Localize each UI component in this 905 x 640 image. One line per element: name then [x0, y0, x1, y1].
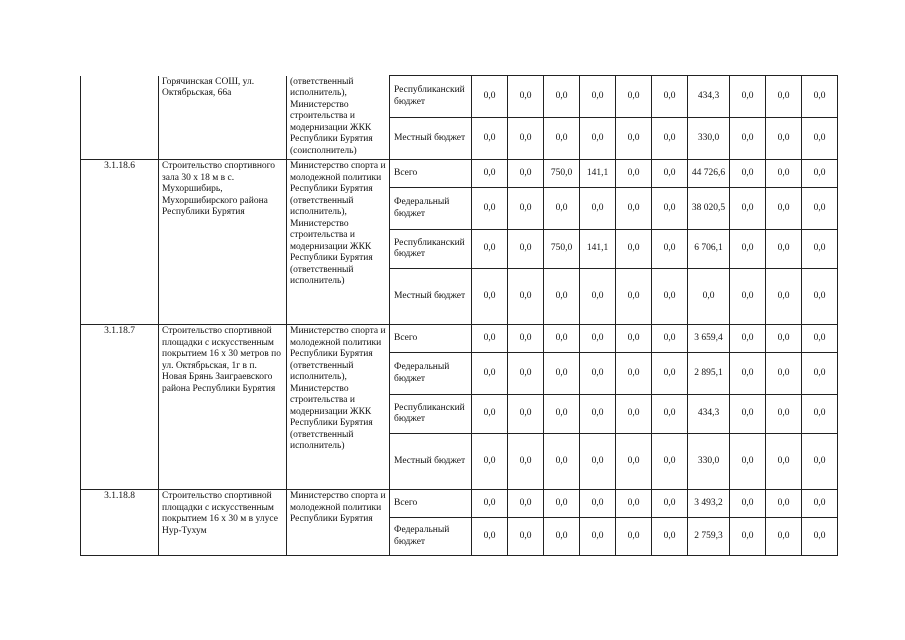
value-cell: 0,0 — [652, 490, 688, 518]
value-cell: 0,0 — [508, 76, 544, 118]
item-code: 3.1.18.6 — [81, 160, 159, 325]
table-row — [81, 490, 838, 518]
value-cell: 0,0 — [616, 269, 652, 325]
value-cell: 0,0 — [802, 230, 838, 269]
value-cell: 0,0 — [802, 160, 838, 188]
value-cell: 0,0 — [730, 269, 766, 325]
value-cell: 0,0 — [616, 518, 652, 556]
value-cell: 141,1 — [580, 160, 616, 188]
value-cell: 0,0 — [472, 395, 508, 434]
item-executor: (ответственный исполнитель), Министерство строительства и модернизации ЖКК Республики Бурятия (соисполнитель) — [287, 76, 390, 160]
value-cell: 0,0 — [802, 353, 838, 395]
value-cell: 0,0 — [652, 188, 688, 230]
value-cell: 0,0 — [652, 395, 688, 434]
value-cell: 330,0 — [688, 434, 730, 490]
value-cell: 0,0 — [730, 118, 766, 160]
value-cell: 3 659,4 — [688, 325, 730, 353]
value-cell: 0,0 — [652, 76, 688, 118]
value-cell: 0,0 — [472, 490, 508, 518]
value-cell: 0,0 — [730, 76, 766, 118]
funding-source: Республиканский бюджет — [390, 230, 472, 269]
value-cell: 0,0 — [766, 325, 802, 353]
value-cell: 0,0 — [802, 395, 838, 434]
funding-source: Местный бюджет — [390, 269, 472, 325]
value-cell: 0,0 — [580, 188, 616, 230]
value-cell: 0,0 — [508, 518, 544, 556]
table-row — [81, 160, 838, 188]
value-cell: 0,0 — [616, 395, 652, 434]
value-cell: 0,0 — [652, 353, 688, 395]
funding-source: Республиканский бюджет — [390, 395, 472, 434]
budget-table — [80, 75, 838, 556]
value-cell: 0,0 — [472, 325, 508, 353]
item-name: Строительство спортивной площадки с искусственным покрытием 16 х 30 метров по ул. Октябрьская, 1г в п. Новая Брянь Заиграевского района Республики Бурятия — [159, 325, 287, 490]
value-cell: 0,0 — [616, 230, 652, 269]
value-cell: 0,0 — [802, 518, 838, 556]
value-cell: 0,0 — [730, 395, 766, 434]
value-cell: 0,0 — [766, 188, 802, 230]
value-cell: 0,0 — [472, 353, 508, 395]
value-cell: 0,0 — [766, 76, 802, 118]
value-cell: 0,0 — [472, 269, 508, 325]
value-cell: 0,0 — [802, 490, 838, 518]
value-cell: 0,0 — [802, 434, 838, 490]
value-cell: 0,0 — [508, 118, 544, 160]
value-cell: 0,0 — [508, 160, 544, 188]
value-cell: 0,0 — [508, 434, 544, 490]
value-cell: 0,0 — [802, 325, 838, 353]
value-cell: 0,0 — [508, 490, 544, 518]
value-cell: 0,0 — [730, 188, 766, 230]
value-cell: 0,0 — [616, 160, 652, 188]
funding-source: Всего — [390, 325, 472, 353]
value-cell: 0,0 — [580, 395, 616, 434]
value-cell: 0,0 — [580, 118, 616, 160]
value-cell: 0,0 — [730, 160, 766, 188]
value-cell: 0,0 — [766, 518, 802, 556]
value-cell: 0,0 — [766, 434, 802, 490]
value-cell: 0,0 — [544, 353, 580, 395]
item-code — [81, 76, 159, 160]
value-cell: 750,0 — [544, 160, 580, 188]
funding-source: Федеральный бюджет — [390, 353, 472, 395]
value-cell: 0,0 — [766, 353, 802, 395]
value-cell: 38 020,5 — [688, 188, 730, 230]
value-cell: 0,0 — [508, 269, 544, 325]
value-cell: 0,0 — [508, 188, 544, 230]
value-cell: 0,0 — [616, 76, 652, 118]
value-cell: 141,1 — [580, 230, 616, 269]
value-cell: 0,0 — [766, 160, 802, 188]
value-cell: 0,0 — [730, 325, 766, 353]
item-executor: Министерство спорта и молодежной политики Республики Бурятия (ответственный исполнитель), Министерство строительства и модернизации ЖКК Республики Бурятия (ответственный исполнитель) — [287, 160, 390, 325]
value-cell: 0,0 — [472, 230, 508, 269]
table-row — [81, 76, 838, 118]
value-cell: 0,0 — [544, 76, 580, 118]
value-cell: 0,0 — [766, 269, 802, 325]
value-cell: 0,0 — [616, 325, 652, 353]
funding-source: Республиканский бюджет — [390, 76, 472, 118]
value-cell: 0,0 — [652, 434, 688, 490]
item-executor: Министерство спорта и молодежной политики Республики Бурятия (ответственный исполнитель), Министерство строительства и модернизации ЖКК Республики Бурятия (ответственный исполнитель) — [287, 325, 390, 490]
value-cell: 0,0 — [544, 490, 580, 518]
value-cell: 0,0 — [652, 118, 688, 160]
value-cell: 0,0 — [472, 434, 508, 490]
value-cell: 0,0 — [652, 160, 688, 188]
value-cell: 0,0 — [580, 518, 616, 556]
value-cell: 0,0 — [730, 518, 766, 556]
value-cell: 0,0 — [652, 269, 688, 325]
value-cell: 0,0 — [580, 490, 616, 518]
value-cell: 0,0 — [616, 188, 652, 230]
value-cell: 0,0 — [730, 434, 766, 490]
value-cell: 0,0 — [544, 395, 580, 434]
value-cell: 0,0 — [544, 325, 580, 353]
item-executor: Министерство спорта и молодежной политики Республики Бурятия — [287, 490, 390, 556]
item-name: Горячинская СОШ, ул. Октябрьская, 66а — [159, 76, 287, 160]
value-cell: 0,0 — [766, 490, 802, 518]
item-name: Строительство спортивного зала 30 х 18 м в с. Мухоршибирь, Мухоршибирского района Республики Бурятия — [159, 160, 287, 325]
value-cell: 0,0 — [544, 434, 580, 490]
value-cell: 3 493,2 — [688, 490, 730, 518]
funding-source: Местный бюджет — [390, 118, 472, 160]
value-cell: 0,0 — [544, 269, 580, 325]
value-cell: 434,3 — [688, 76, 730, 118]
funding-source: Федеральный бюджет — [390, 518, 472, 556]
value-cell: 0,0 — [652, 518, 688, 556]
value-cell: 0,0 — [580, 434, 616, 490]
value-cell: 0,0 — [580, 325, 616, 353]
item-code: 3.1.18.8 — [81, 490, 159, 556]
value-cell: 6 706,1 — [688, 230, 730, 269]
value-cell: 44 726,6 — [688, 160, 730, 188]
value-cell: 0,0 — [766, 230, 802, 269]
item-code: 3.1.18.7 — [81, 325, 159, 490]
value-cell: 0,0 — [472, 160, 508, 188]
value-cell: 0,0 — [730, 353, 766, 395]
value-cell: 0,0 — [544, 118, 580, 160]
value-cell: 750,0 — [544, 230, 580, 269]
value-cell: 0,0 — [508, 325, 544, 353]
value-cell: 2 759,3 — [688, 518, 730, 556]
value-cell: 0,0 — [802, 188, 838, 230]
value-cell: 0,0 — [472, 76, 508, 118]
value-cell: 0,0 — [616, 490, 652, 518]
value-cell: 0,0 — [472, 518, 508, 556]
value-cell: 0,0 — [802, 269, 838, 325]
value-cell: 0,0 — [544, 518, 580, 556]
value-cell: 0,0 — [730, 230, 766, 269]
value-cell: 0,0 — [544, 188, 580, 230]
table-row — [81, 325, 838, 353]
funding-source: Местный бюджет — [390, 434, 472, 490]
value-cell: 0,0 — [688, 269, 730, 325]
value-cell: 0,0 — [652, 325, 688, 353]
value-cell: 0,0 — [766, 395, 802, 434]
value-cell: 0,0 — [766, 118, 802, 160]
value-cell: 0,0 — [508, 353, 544, 395]
table-body — [81, 76, 838, 556]
funding-source: Всего — [390, 490, 472, 518]
value-cell: 0,0 — [802, 118, 838, 160]
value-cell: 0,0 — [616, 353, 652, 395]
value-cell: 0,0 — [472, 188, 508, 230]
value-cell: 0,0 — [580, 76, 616, 118]
value-cell: 2 895,1 — [688, 353, 730, 395]
value-cell: 0,0 — [802, 76, 838, 118]
value-cell: 0,0 — [508, 395, 544, 434]
value-cell: 0,0 — [730, 490, 766, 518]
value-cell: 0,0 — [508, 230, 544, 269]
item-name: Строительство спортивной площадки с искусственным покрытием 16 х 30 м в улусе Нур-Тухум — [159, 490, 287, 556]
value-cell: 434,3 — [688, 395, 730, 434]
value-cell: 0,0 — [616, 118, 652, 160]
funding-source: Всего — [390, 160, 472, 188]
value-cell: 0,0 — [472, 118, 508, 160]
value-cell: 0,0 — [580, 353, 616, 395]
value-cell: 0,0 — [580, 269, 616, 325]
value-cell: 0,0 — [616, 434, 652, 490]
value-cell: 330,0 — [688, 118, 730, 160]
value-cell: 0,0 — [652, 230, 688, 269]
funding-source: Федеральный бюджет — [390, 188, 472, 230]
